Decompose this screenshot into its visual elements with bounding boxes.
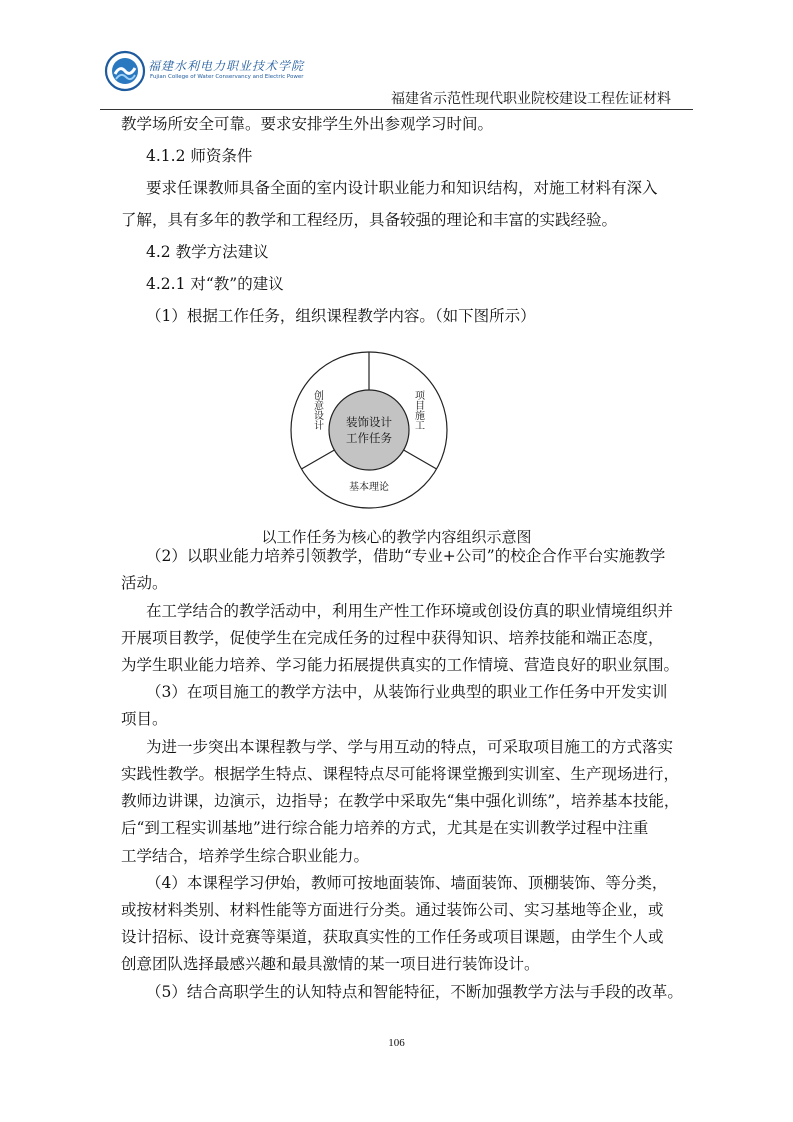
teaching-content-diagram: [289, 350, 449, 510]
center-label-line1: 装饰设计: [346, 415, 392, 429]
page-number: 106: [388, 1037, 405, 1049]
figure-caption: 以工作任务为核心的教学内容组织示意图: [261, 528, 532, 546]
paragraph-line: 后“到工程实训基地”进行综合能力培养的方式，尤其是在实训教学过程中注重: [121, 819, 649, 837]
paragraph-line: 实践性教学。根据学生特点、课程特点尽可能将课堂搬到实训室、生产现场进行，: [121, 765, 680, 783]
college-emblem-icon: [106, 52, 144, 90]
paragraph-line: （2）以职业能力培养引领教学，借助“专业+公司”的校企合作平台实施教学: [146, 547, 666, 565]
section-heading: 4.1.2 师资条件: [146, 147, 253, 165]
center-label-line2: 工作任务: [346, 431, 392, 445]
paragraph-line: 了解，具有多年的教学和工程经历，具备较强的理论和丰富的实践经验。: [121, 211, 618, 229]
school-name-en: Fujian College of Water Conservancy and Electric Power: [150, 74, 304, 80]
paragraph-line: 项目。: [121, 710, 168, 728]
paragraph-line: 在工学结合的教学活动中，利用生产性工作环境或创设仿真的职业情境组织并: [146, 602, 674, 620]
paragraph-line: 活动。: [121, 574, 168, 592]
header-divider: [100, 109, 693, 110]
paragraph-line: 开展项目教学，促使学生在完成任务的过程中获得知识、培养技能和端正态度，: [121, 629, 664, 647]
paragraph-line: 教学场所安全可靠。要求安排学生外出参观学习时间。: [121, 115, 494, 133]
paragraph-line: 为进一步突出本课程教与学、学与用互动的特点，可采取项目施工的方式落实: [146, 738, 674, 756]
paragraph-line: 为学生职业能力培养、学习能力拓展提供真实的工作情境、营造良好的职业氛围。: [121, 656, 680, 674]
section-heading: 4.2 教学方法建议: [146, 243, 269, 261]
paragraph-line: （1）根据工作任务，组织课程教学内容。（如下图所示）: [146, 307, 536, 325]
paragraph-line: （3）在项目施工的教学方法中，从装饰行业典型的职业工作任务中开发实训: [146, 683, 668, 701]
paragraph-line: 工学结合，培养学生综合职业能力。: [121, 847, 370, 865]
paragraph-line: 创意团队选择最感兴趣和最具激情的某一项目进行装饰设计。: [121, 955, 540, 973]
paragraph-line: 设计招标、设计竞赛等渠道，获取真实性的工作任务或项目课题，由学生个人或: [121, 928, 664, 946]
paragraph-line: 或按材料类别、材料性能等方面进行分类。通过装饰公司、实习基地等企业，或: [121, 901, 664, 919]
segment-right-label: 项目施工: [412, 390, 424, 430]
paragraph-line: 教师边讲课，边演示，边指导；在教学中采取先“集中强化训练”，培养基本技能，: [121, 792, 680, 810]
segment-bottom-label: 基本理论: [349, 482, 389, 493]
school-name: 福建水利电力职业技术学院: [148, 59, 305, 73]
paragraph-line: （5）结合高职学生的认知特点和智能特征，不断加强教学方法与手段的改革。: [146, 983, 683, 1001]
page-header-title: 福建省示范性现代职业院校建设工程佐证材料: [391, 91, 671, 107]
section-heading: 4.2.1 对“教”的建议: [146, 275, 284, 293]
center-circle: [329, 390, 409, 470]
paragraph-line: 要求任课教师具备全面的室内设计职业能力和知识结构，对施工材料有深入: [146, 179, 658, 197]
segment-left-label: 创意设计: [311, 390, 323, 430]
paragraph-line: （4）本课程学习伊始，教师可按地面装饰、墙面装饰、顶棚装饰、等分类，: [146, 874, 668, 892]
